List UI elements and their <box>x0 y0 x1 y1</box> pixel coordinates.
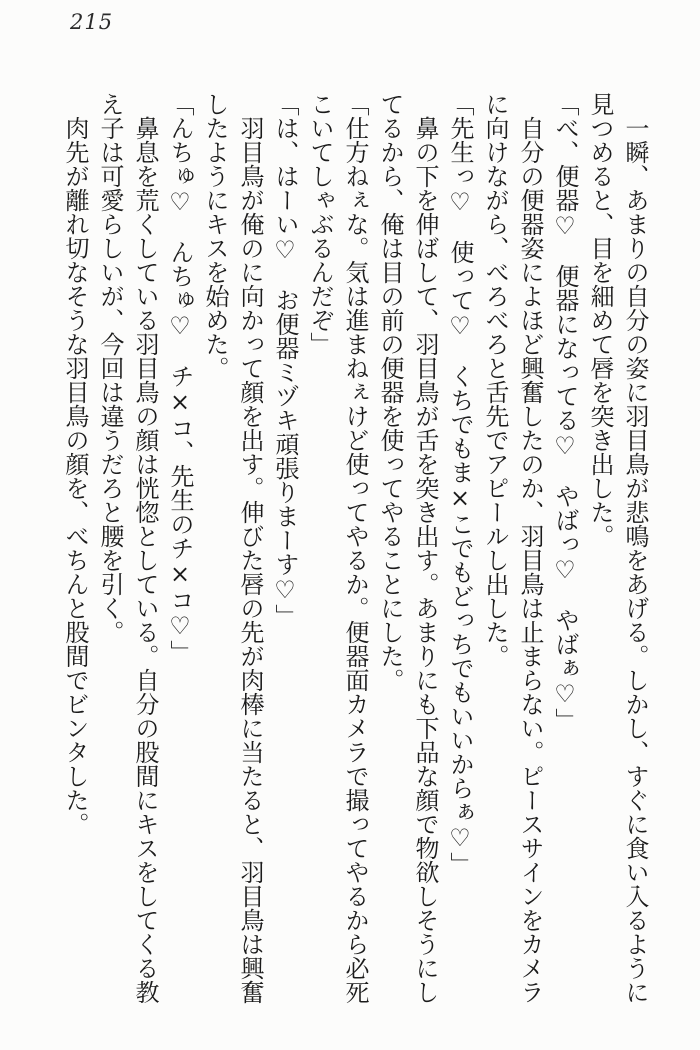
paragraph: 一瞬、あまりの自分の姿に羽目鳥が悲鳴をあげる。しかし、すぐに食い入るように見つめると、目を細めて唇を突き出した。 <box>586 92 649 1004</box>
vertical-text-area <box>57 92 652 1014</box>
paragraph: 「先生っ♡ 使って♡ くちでもま×こでもどっちでもいいからぁ♡」 <box>446 92 474 876</box>
page-number: 215 <box>70 10 114 34</box>
paragraph: 「は、はーい♡ お便器ミヅキ頑張りまーす♡」 <box>271 92 299 628</box>
paragraph: 「仕方ねぇな。気は進まねぇけど使ってやるか。便器面カメラで撮ってやるから必死こいてしゃぶるんだぞ」 <box>306 92 369 1004</box>
paragraph: 「んちゅ♡ んちゅ♡ チ×コ、先生のチ×コ♡」 <box>166 92 194 664</box>
paragraph: 肉先が離れ切なそうな羽目鳥の顔を、べちんと股間でビンタした。 <box>61 116 89 836</box>
paragraph: 自分の便器姿によほど興奮したのか、羽目鳥は止まらない。ピースサインをカメラに向けながら、べろべろと舌先でアピールし出した。 <box>481 92 544 1004</box>
paragraph: 「べ、便器♡ 便器になってる♡ やばっ♡ やばぁ♡」 <box>551 92 579 732</box>
paragraph: 鼻息を荒くしている羽目鳥の顔は恍惚としている。自分の股間にキスをしてくる教え子は可愛らしいが、今回は違うだろと腰を引く。 <box>96 92 159 1004</box>
paragraph: 羽目鳥が俺のに向かって顔を出す。伸びた唇の先が肉棒に当たると、羽目鳥は興奮したようにキスを始めた。 <box>201 92 264 1004</box>
paragraph: 鼻の下を伸ばして、羽目鳥が舌を突き出す。あまりにも下品な顔で物欲しそうにしてるから、俺は目の前の便器を使ってやることにした。 <box>376 92 439 1004</box>
